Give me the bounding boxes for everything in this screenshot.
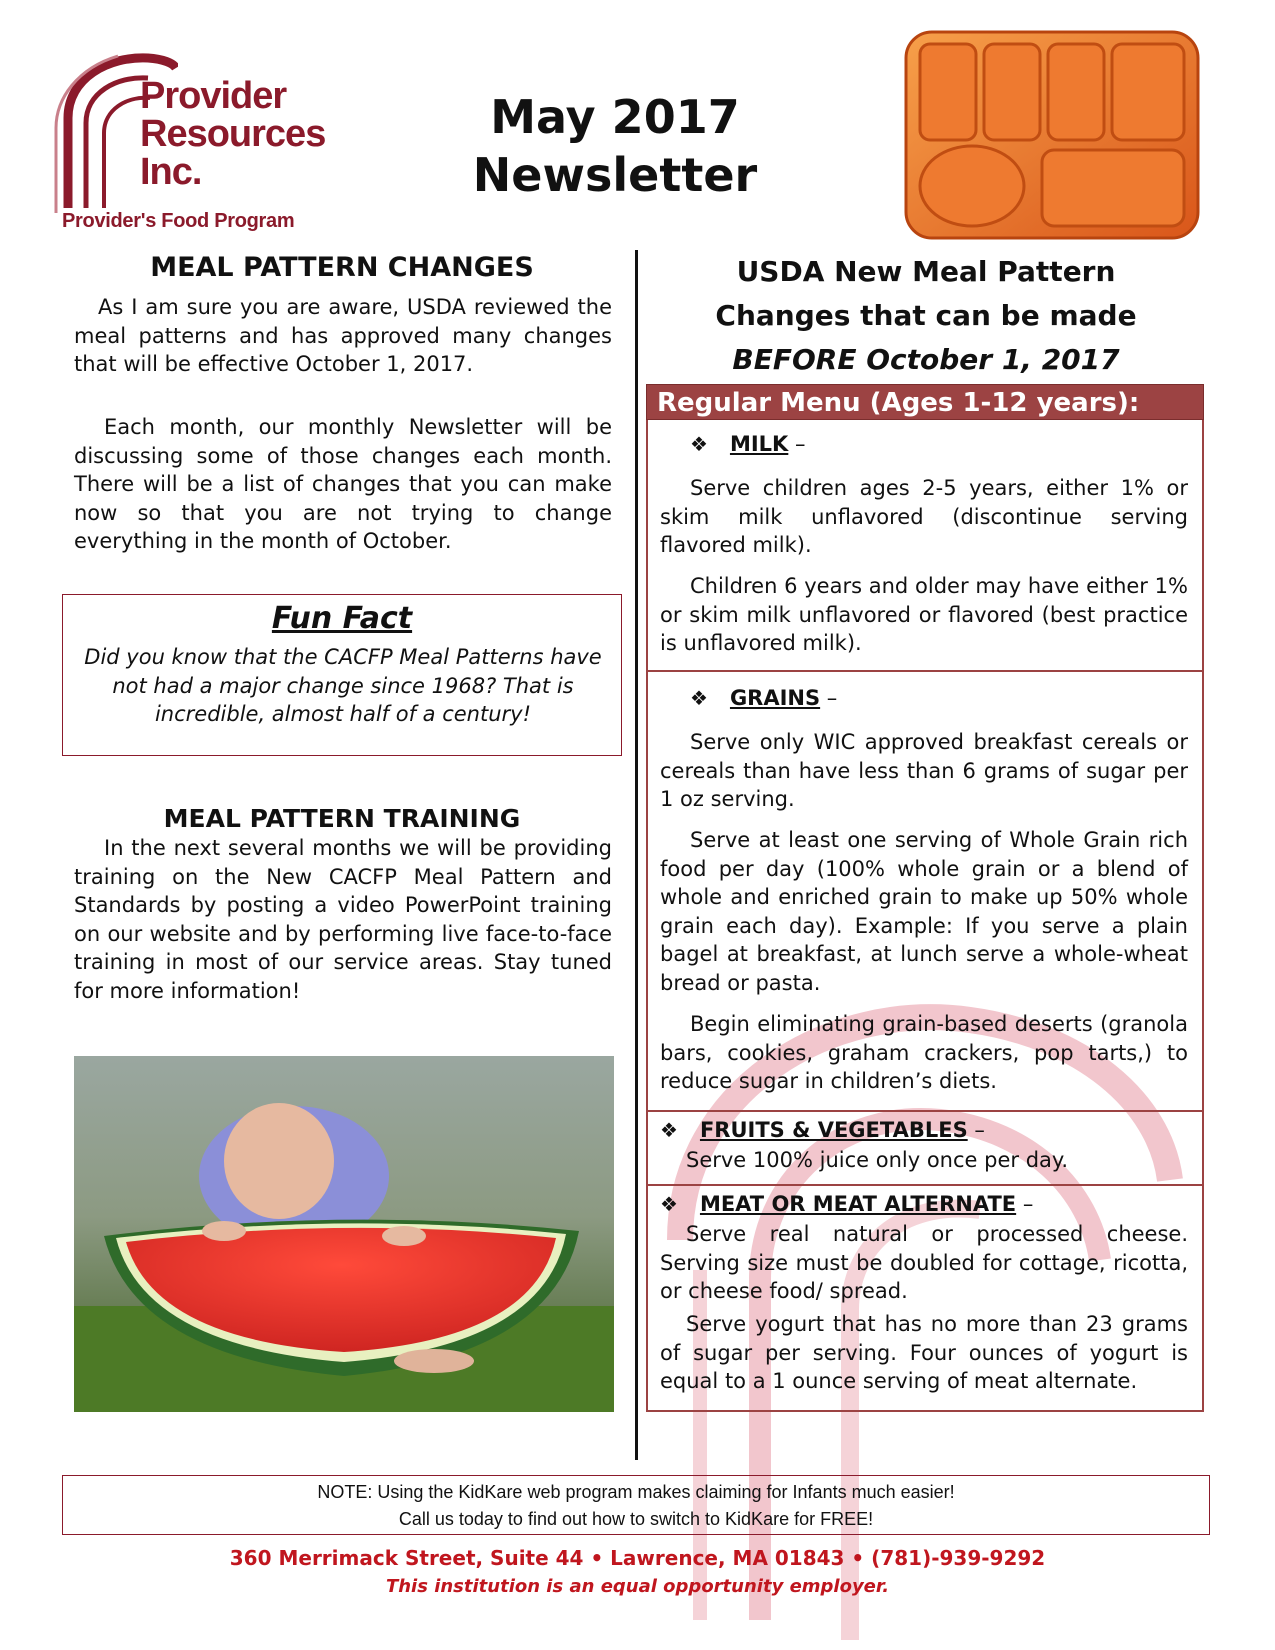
- logo-program-name: Provider's Food Program: [62, 210, 295, 232]
- grains-paragraph-3: Begin eliminating grain-based deserts (granola bars, cookies, graham crackers, pop tarts,) to reduce sugar in children’s diets.: [660, 1012, 1188, 1093]
- baby-watermelon-photo: [74, 1056, 614, 1412]
- regular-menu-bar: Regular Menu (Ages 1-12 years):: [646, 384, 1204, 420]
- monthly-changes-paragraph: Each month, our monthly Newsletter will be discussing some of those changes each month. There will be a list of changes that you can make now so that you are not trying to change everything in the month of October.: [74, 415, 612, 553]
- grains-dash: –: [820, 686, 838, 710]
- usda-heading: [646, 250, 1206, 382]
- milk-dash: –: [788, 432, 806, 456]
- fruits-paragraph-1: Serve 100% juice only once per day.: [686, 1148, 1068, 1172]
- fruits-heading: [660, 1118, 985, 1142]
- note-line-1: NOTE: Using the KidKare web program makes claiming for Infants much easier!: [317, 1482, 955, 1502]
- logo-text-resources: Resources: [140, 113, 326, 155]
- grains-section: [646, 672, 1204, 1112]
- fruits-title: FRUITS & VEGETABLES: [699, 1118, 968, 1142]
- meat-title: MEAT OR MEAT ALTERNATE: [699, 1192, 1017, 1216]
- meat-heading: [660, 1192, 1033, 1216]
- usda-heading-line2: Changes that can be made: [715, 299, 1137, 332]
- bullet-diamond-icon: ❖: [660, 1118, 678, 1142]
- milk-title: MILK: [729, 432, 789, 456]
- bullet-diamond-icon: ❖: [690, 432, 708, 456]
- kidkare-note-box: [62, 1475, 1210, 1535]
- grains-heading: [690, 686, 837, 710]
- contact-address: 360 Merrimack Street, Suite 44 • Lawrence, MA 01843 • (781)-939-9292: [229, 1546, 1046, 1570]
- milk-paragraph-2: Children 6 years and older may have either 1% or skim milk unflavored or flavored (best practice is unflavored milk).: [660, 574, 1188, 655]
- usda-heading-line3: BEFORE October 1, 2017: [732, 343, 1120, 376]
- meal-pattern-changes-heading: MEAL PATTERN CHANGES: [150, 252, 534, 283]
- milk-paragraph-1: Serve children ages 2-5 years, either 1% or skim milk unflavored (discontinue serving flavored milk).: [660, 476, 1188, 557]
- title-month: May 2017: [490, 90, 740, 144]
- grains-title: GRAINS: [729, 686, 821, 710]
- fun-fact-text: Did you know that the CACFP Meal Patterns have not had a major change since 1968? That is incredible, almost half of a century!: [84, 645, 602, 726]
- fruits-vegetables-section: [646, 1112, 1204, 1186]
- meat-paragraph-2: Serve yogurt that has no more than 23 grams of sugar per serving. Four ounces of yogurt is equal to a 1 ounce serving of meat alternate.: [660, 1312, 1188, 1393]
- company-logo: [48, 48, 358, 240]
- logo-text-provider: Provider: [140, 75, 287, 117]
- meat-paragraph-1: Serve real natural or processed cheese. Serving size must be doubled for cottage, ricotta, or cheese food/ spread.: [660, 1222, 1188, 1303]
- grains-paragraph-2: Serve at least one serving of Whole Grain rich food per day (100% whole grain or a blend of whole and enriched grain to make up 50% whole grain each day). Example: If you serve a plain bagel at breakfast, at lunch serve a whole-wheat bread or pasta.: [660, 828, 1188, 995]
- bullet-diamond-icon: ❖: [690, 686, 708, 710]
- fun-fact-box: [62, 594, 622, 756]
- lunch-tray-icon: [902, 28, 1202, 242]
- bullet-diamond-icon: ❖: [660, 1192, 678, 1216]
- training-paragraph: In the next several months we will be providing training on the New CACFP Meal Pattern and Standards by posting a video PowerPoint training on our website and by performing live face-to-face training in most of our service areas. Stay tuned for more information!: [74, 836, 612, 1003]
- grains-paragraph-1: Serve only WIC approved breakfast cereals or cereals than have less than 6 grams of sugar per 1 oz serving.: [660, 730, 1188, 811]
- meal-pattern-training-heading: MEAL PATTERN TRAINING: [163, 804, 521, 833]
- note-line-2: Call us today to find out how to switch to KidKare for FREE!: [398, 1509, 874, 1529]
- meat-alternate-section: [646, 1186, 1204, 1412]
- title-newsletter: Newsletter: [472, 148, 758, 202]
- newsletter-title: [400, 88, 830, 204]
- milk-section: [646, 420, 1204, 672]
- fun-fact-title: Fun Fact: [271, 601, 413, 636]
- milk-heading: [690, 432, 806, 456]
- column-divider: [635, 250, 638, 1460]
- logo-text-inc: Inc.: [140, 151, 202, 193]
- meat-dash: –: [1016, 1192, 1034, 1216]
- equal-opportunity-statement: This institution is an equal opportunity employer.: [385, 1576, 890, 1597]
- intro-paragraph: As I am sure you are aware, USDA reviewed the meal patterns and has approved many changes that will be effective October 1, 2017.: [74, 295, 612, 376]
- usda-heading-line1: USDA New Meal Pattern: [736, 255, 1116, 288]
- fruits-dash: –: [967, 1118, 985, 1142]
